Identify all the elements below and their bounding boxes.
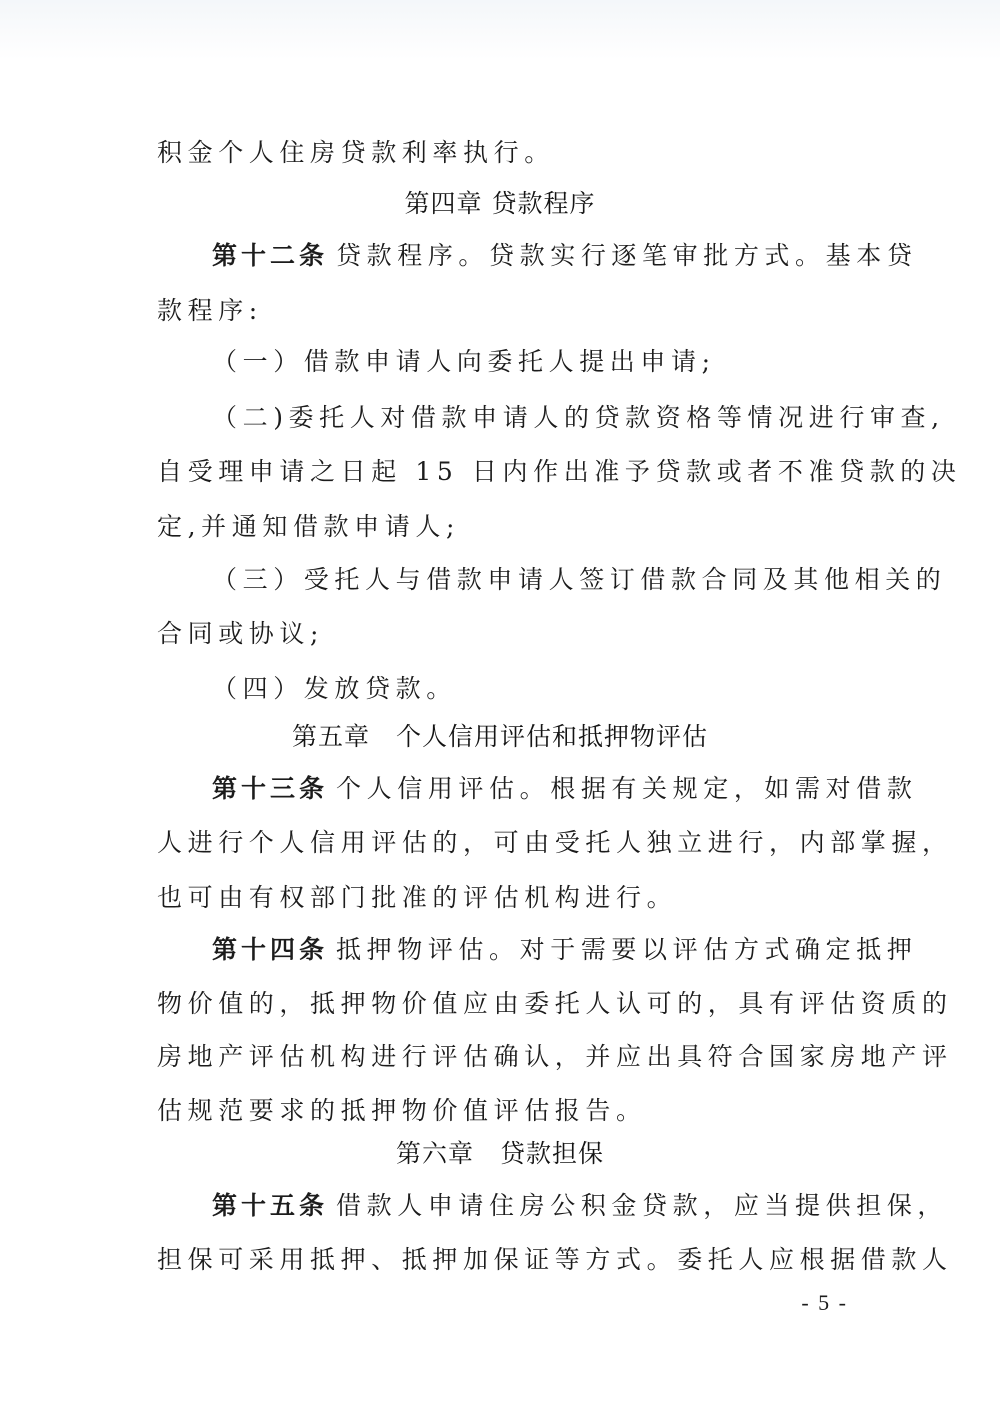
article-15-line-1: 第十五条 借款人申请住房公积金贷款，应当提供担保， <box>212 1191 949 1220</box>
article-14-line-3: 房地产评估机构进行评估确认，并应出具符合国家房地产评 <box>157 1042 953 1071</box>
article-13-line-1: 第十三条 个人信用评估。根据有关规定，如需对借款 <box>212 774 918 803</box>
article-12-line-1: 第十二条 贷款程序。贷款实行逐笔审批方式。基本贷 <box>212 241 918 270</box>
continuation-text: 积金个人住房贷款利率执行。 <box>157 138 555 167</box>
article-13-label: 第十三条 <box>212 774 329 803</box>
page-number: - 5 - <box>801 1290 848 1315</box>
item-1: （一）借款申请人向委托人提出申请; <box>212 347 716 376</box>
chapter-6-title: 第六章 贷款担保 <box>395 1139 604 1168</box>
item-4: （四）发放贷款。 <box>212 674 457 703</box>
article-15-line-2: 担保可采用抵押、抵押加保证等方式。委托人应根据借款人 <box>157 1245 953 1274</box>
item-2-line-1: （二)委托人对借款申请人的贷款资格等情况进行审查, <box>212 403 945 432</box>
chapter-4-title: 第四章 贷款程序 <box>404 189 596 218</box>
article-15-label: 第十五条 <box>212 1191 329 1220</box>
article-14-line-4: 估规范要求的抵押物价值评估报告。 <box>157 1096 647 1125</box>
scan-artifact <box>0 0 1000 60</box>
article-14-line-1: 第十四条 抵押物评估。对于需要以评估方式确定抵押 <box>212 935 918 964</box>
chapter-5-title: 第五章 个人信用评估和抵押物评估 <box>291 722 708 751</box>
article-14-label: 第十四条 <box>212 935 329 964</box>
article-13-line-3: 也可由有权部门批准的评估机构进行。 <box>157 883 678 912</box>
article-14-line-2: 物价值的，抵押物价值应由委托人认可的，具有评估资质的 <box>157 989 953 1018</box>
article-13-line-2: 人进行个人信用评估的，可由受托人独立进行，内部掌握， <box>157 828 953 857</box>
item-3-line-1: （三）受托人与借款申请人签订借款合同及其他相关的 <box>212 565 947 594</box>
article-12-label: 第十二条 <box>212 241 329 270</box>
item-2-line-3: 定,并通知借款申请人; <box>157 512 460 541</box>
item-2-line-2: 自受理申请之日起 15 日内作出准予贷款或者不准贷款的决 <box>157 457 962 486</box>
article-12-line-2: 款程序: <box>157 296 263 325</box>
item-3-line-2: 合同或协议; <box>157 619 325 648</box>
